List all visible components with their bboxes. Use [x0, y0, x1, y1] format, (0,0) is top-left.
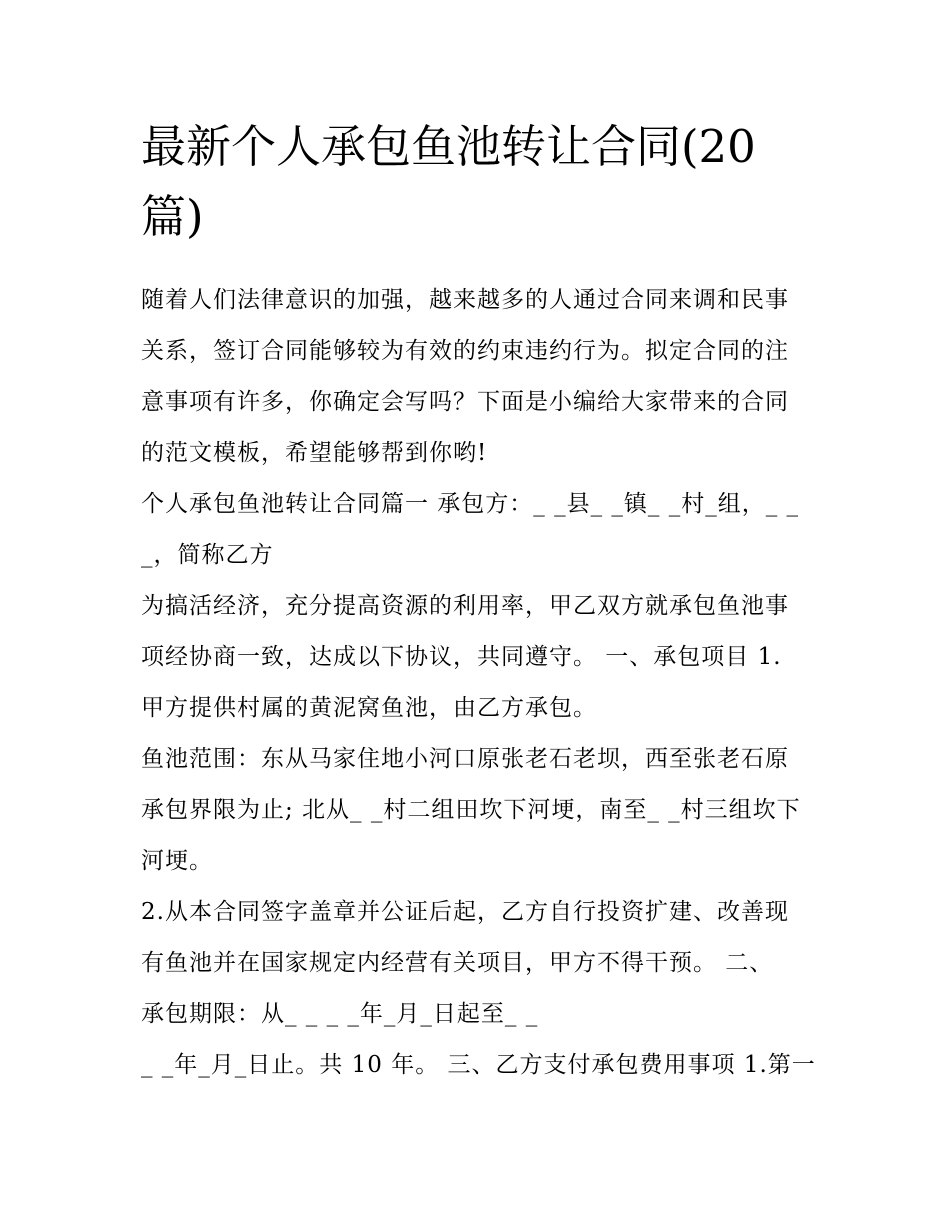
title-line-2: 篇)	[141, 190, 204, 243]
body-line: 关系，签订合同能够较为有效的约束违约行为。拟定合同的注	[141, 338, 789, 364]
body-line: 承包期限：从_ _ _ _年_月_日起至_ _	[141, 1001, 539, 1027]
body-line: 鱼池范围：东从马家住地小河口原张老石老坝，西至张老石原	[141, 746, 789, 772]
body-line: 承包界限为止; 北从_ _村二组田坎下河埂，南至_ _村三组坎下	[141, 797, 801, 823]
body-line: 的范文模板，希望能够帮到你哟!	[141, 440, 488, 466]
body-line: 意事项有许多，你确定会写吗？下面是小编给大家带来的合同	[141, 389, 789, 415]
body-line: 甲方提供村属的黄泥窝鱼池，由乙方承包。	[141, 695, 597, 721]
document-page	[141, 112, 816, 1091]
document-title	[141, 112, 816, 252]
document-body	[141, 275, 816, 1091]
body-line: 随着人们法律意识的加强，越来越多的人通过合同来调和民事	[141, 287, 789, 313]
body-line: 个人承包鱼池转让合同篇一 承包方：_ _县_ _镇_ _村_组，_ _	[141, 491, 800, 517]
body-line: _，简称乙方	[141, 542, 274, 568]
body-line: 2.从本合同签字盖章并公证后起，乙方自行投资扩建、改善现	[141, 899, 789, 925]
body-line: _ _年_月_日止。共 10 年。 三、乙方支付承包费用事项 1.第一	[141, 1052, 816, 1078]
body-line: 为搞活经济，充分提高资源的利用率，甲乙双方就承包鱼池事	[141, 593, 789, 619]
body-line: 项经协商一致，达成以下协议，共同遵守。 一、承包项目 1.	[141, 644, 782, 670]
body-line: 河埂。	[141, 848, 213, 874]
body-line: 有鱼池并在国家规定内经营有关项目，甲方不得干预。 二、	[141, 950, 774, 976]
title-line-1: 最新个人承包鱼池转让合同(20	[141, 120, 756, 173]
